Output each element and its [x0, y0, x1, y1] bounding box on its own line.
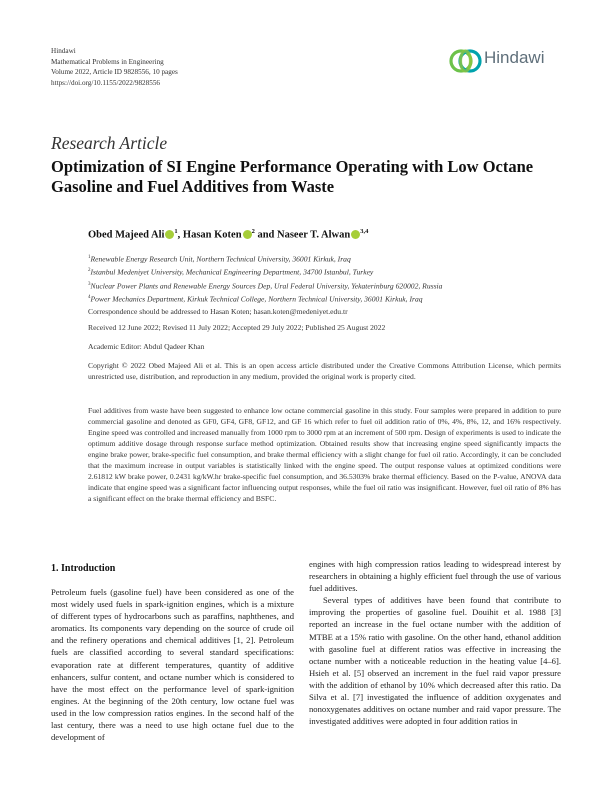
affiliation-text: Renewable Energy Research Unit, Northern Technical University, 36001 Kirkuk, Iraq	[90, 254, 351, 264]
section-heading: 1. Introduction	[51, 563, 116, 574]
body-paragraph: Petroleum fuels (gasoline fuel) have been considered as one of the most widely used fuels in spark-ignition engines, which is a mixture of different types of hydrocarbons such as paraffins, naphthenes, and aromatics. Its components vary depending on the source of crude oil and the refinery operations and chemical additives [1, 2]. Petroleum fuels are classified according to several standard specifications: evaporation rate at different temperatures, quantity of additive enhancers, sulfur content, and octane number which is considered to have the most effect on the performance level of spark-ignition engines. At the beginning of the 20th century, low octane fuel was used in the low compression ratios engines. In the second half of the last century, there was a need to use high octane fuel due to the development of	[51, 587, 294, 743]
orcid-icon[interactable]	[351, 230, 360, 239]
academic-editor: Academic Editor: Abdul Qadeer Khan	[88, 342, 205, 351]
publisher-name: Hindawi	[51, 47, 76, 55]
author-affil-sup: 1	[174, 228, 178, 235]
publication-dates: Received 12 June 2022; Revised 11 July 2022; Accepted 29 July 2022; Published 25 August 2022	[88, 323, 386, 332]
abstract: Fuel additives from waste have been suggested to enhance low octane commercial gasoline in this study. Four samples were prepared in addition to pure commercial gasoline and denoted as GF0, GF4, GF8, GF12, and GF 16 which refer to fuel oil addition ratio of 0%, 4%, 8%, 12, and 16% respectively. Engine speed was controlled and increased manually from 1000 rpm to 3000 rpm at an increment of 500 rpm. Design of experiments is used to indicate the optimum additive dosage through response surface method optimization. Obtained results show that increasing engine speed significantly impacts the engine brake power, brake-specific fuel consumption, and brake thermal efficiency with a slight change for fuel oil ratio. Accordingly, it can be concluded that the maximum increase in output variables is statistically linked with the engine speed. The output response values at optimized conditions were 2.61812 kW brake power, 0.2431 kg/kW.hr brake-specific fuel consumption, and 36.5303% brake thermal efficiency. Based on the P-value, ANOVA data indicate that engine speed was a significant factor influencing output responses, while the fuel oil ratio was insignificant. However, fuel oil ratio of 8% has a significant effect on the brake thermal efficiency and BSFC.	[88, 406, 561, 503]
affiliation-sup: 4	[88, 294, 91, 300]
affiliation	[88, 279, 442, 292]
author-affil-sup: 3,4	[360, 228, 369, 235]
paper-title: Optimization of SI Engine Performance Operating with Low Octane Gasoline and Fuel Additives from Waste	[51, 157, 534, 196]
author-name[interactable]: Obed Majeed Ali	[88, 229, 165, 241]
author-name[interactable]: Hasan Koten	[182, 229, 242, 241]
author-affil-sup: 2	[251, 228, 255, 235]
affiliation	[88, 265, 442, 278]
affiliation-text: Istanbul Medeniyet University, Mechanical Engineering Department, 34700 Istanbul, Turkey	[90, 267, 374, 277]
body-column-left	[51, 586, 294, 743]
article-type: Research Article	[51, 133, 168, 153]
affiliation-sup: 3	[88, 281, 91, 287]
orcid-icon[interactable]	[165, 230, 174, 239]
affiliation	[88, 252, 442, 265]
logo-text: Hindawi	[484, 48, 545, 67]
journal-header	[51, 46, 178, 88]
orcid-icon[interactable]	[243, 230, 252, 239]
affiliation-sup: 2	[88, 268, 91, 274]
affiliation	[88, 292, 442, 305]
volume-info: Volume 2022, Article ID 9828556, 10 pages	[51, 68, 178, 76]
body-paragraph: engines with high compression ratios leading to widespread interest by researchers in obtaining a highly efficient fuel through the use of various fuel additives.	[309, 559, 561, 594]
correspondence: Correspondence should be addressed to Hasan Koten; hasan.koten@medeniyet.edu.tr	[88, 307, 348, 316]
body-column-right	[309, 558, 561, 727]
affiliation-list	[88, 252, 442, 305]
affiliation-text: Power Mechanics Department, Kirkuk Technical College, Northern Technical University, 36001 Kirkuk, Iraq	[90, 294, 423, 304]
journal-name: Mathematical Problems in Engineering	[51, 57, 164, 66]
doi-link[interactable]: https://doi.org/10.1155/2022/9828556	[51, 78, 161, 87]
author-name[interactable]: Naseer T. Alwan	[277, 229, 351, 241]
author-list: Obed Majeed Ali $^1$, Hasan Koten $^2$ and Naseer T. Alwan $^{3,4}$	[88, 228, 369, 241]
affiliation-sup: 1	[88, 255, 91, 260]
body-paragraph: Several types of additives have been found that contribute to improving the properties of gasoline fuel. Douihit et al. 1988 [3] reported an increase in the fuel octane number with the addition of MTBE at a 15% ratio with gasoline. On the other hand, ethanol addition with gasoline fuel at different ratios was effective in increasing the octane number with a noticeable reduction in the heating value [4–6]. Hsieh et al. [5] observed an increment in the fuel raid vapor pressure with the addition of ethanol by 10% which decreased after this ratio. Da Silva et al. [7] investigated the influence of addition oxygenates and nonoxygenates additives on octane number and raid vapor pressure. The investigated additives were adopted in four addition ratios in	[309, 595, 561, 727]
affiliation-text: Nuclear Power Plants and Renewable Energy Sources Dep, Ural Federal University, Yekaterinburg 620002, Russia	[90, 281, 443, 291]
copyright-notice: Copyright © 2022 Obed Majeed Ali et al. This is an open access article distributed under the Creative Commons Attribution License, which permits unrestricted use, distribution, and reproduction in any medium, provided the original work is properly cited.	[88, 361, 561, 381]
